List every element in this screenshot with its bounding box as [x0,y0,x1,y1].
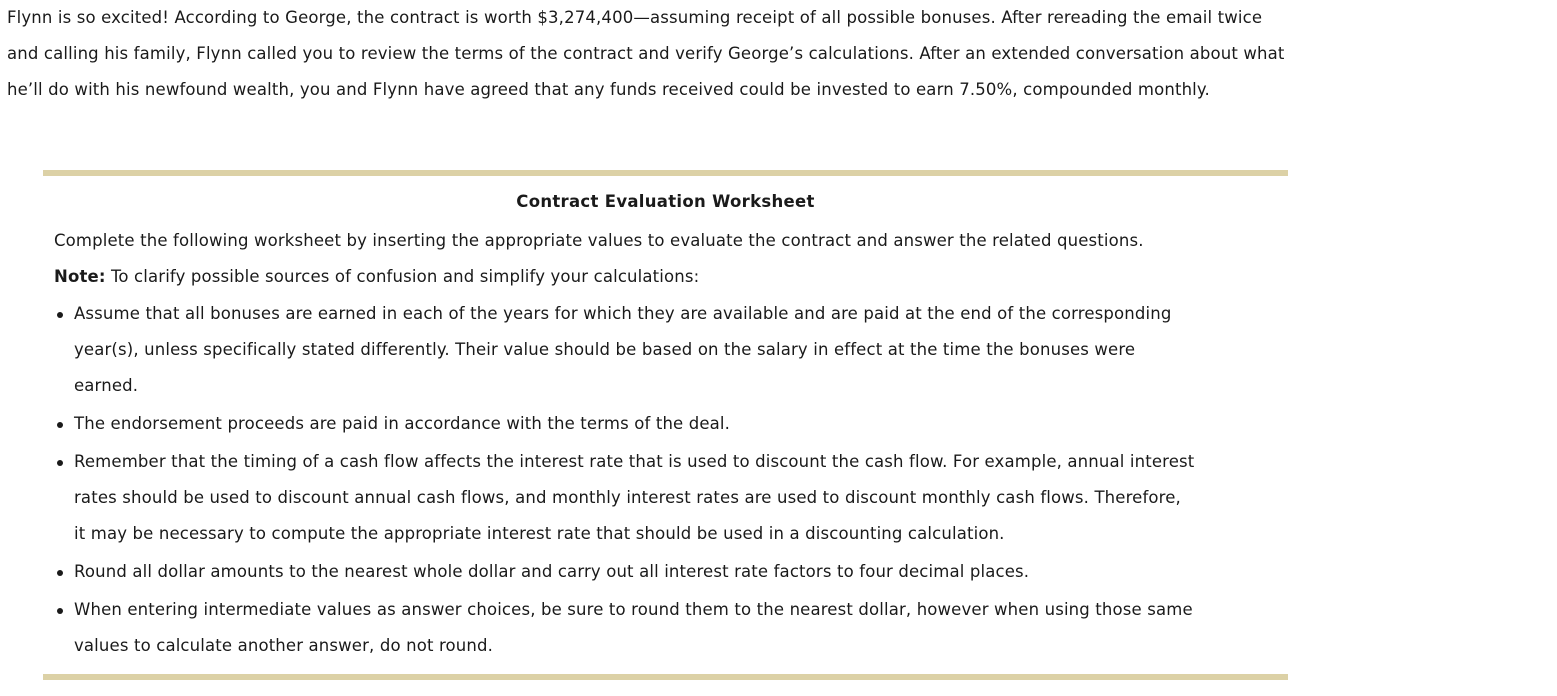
bullet-icon [57,422,63,428]
intro-line: Flynn is so excited! According to George, the contract is worth $3,274,400—assuming receipt of all possible bonuses. After rereading the email twice [7,8,1263,27]
list-item [54,406,1288,442]
list-item-line: Assume that all bonuses are earned in each of the years for which they are available and are paid at the end of the corresponding [74,304,1172,323]
intro-line: and calling his family, Flynn called you to review the terms of the contract and verify George’s calculations. After an extended conversation about what [7,44,1285,63]
list-item-line: earned. [74,376,139,395]
bullet-icon [57,460,63,466]
worksheet-note [54,259,1288,295]
assumptions-list [54,296,1288,664]
worksheet-instructions: Complete the following worksheet by inserting the appropriate values to evaluate the contract and answer the related questions. [54,231,1144,250]
worksheet-title: Contract Evaluation Worksheet [516,192,815,211]
contract-evaluation-worksheet [43,170,1288,666]
list-item-line: Round all dollar amounts to the nearest whole dollar and carry out all interest rate factors to four decimal places. [74,562,1030,581]
worksheet-body [43,223,1288,664]
bullet-icon [57,312,63,318]
list-item [54,444,1288,552]
bullet-icon [57,608,63,614]
intro-paragraph [7,0,1407,108]
list-item-line: When entering intermediate values as answer choices, be sure to round them to the nearest dollar, however when using those same [74,600,1193,619]
list-item-line: Remember that the timing of a cash flow affects the interest rate that is used to discount the cash flow. For example, annual interest [74,452,1195,471]
note-text: To clarify possible sources of confusion and simplify your calculations: [105,267,700,286]
intro-line: he’ll do with his newfound wealth, you and Flynn have agreed that any funds received could be invested to earn 7.50%, compounded monthly. [7,80,1210,99]
note-label: Note: [54,267,106,286]
list-item [54,296,1288,404]
list-item [54,592,1288,664]
list-item-line: year(s), unless specifically stated differently. Their value should be based on the salary in effect at the time the bonuses were [74,340,1136,359]
list-item-line: The endorsement proceeds are paid in accordance with the terms of the deal. [74,414,731,433]
list-item-line: values to calculate another answer, do not round. [74,636,494,655]
bullet-icon [57,570,63,576]
list-item-line: it may be necessary to compute the appropriate interest rate that should be used in a discounting calculation. [74,524,1005,543]
worksheet-bottom-divider [43,674,1288,680]
list-item-line: rates should be used to discount annual cash flows, and monthly interest rates are used to discount monthly cash flows. Therefore, [74,488,1181,507]
list-item [54,554,1288,590]
